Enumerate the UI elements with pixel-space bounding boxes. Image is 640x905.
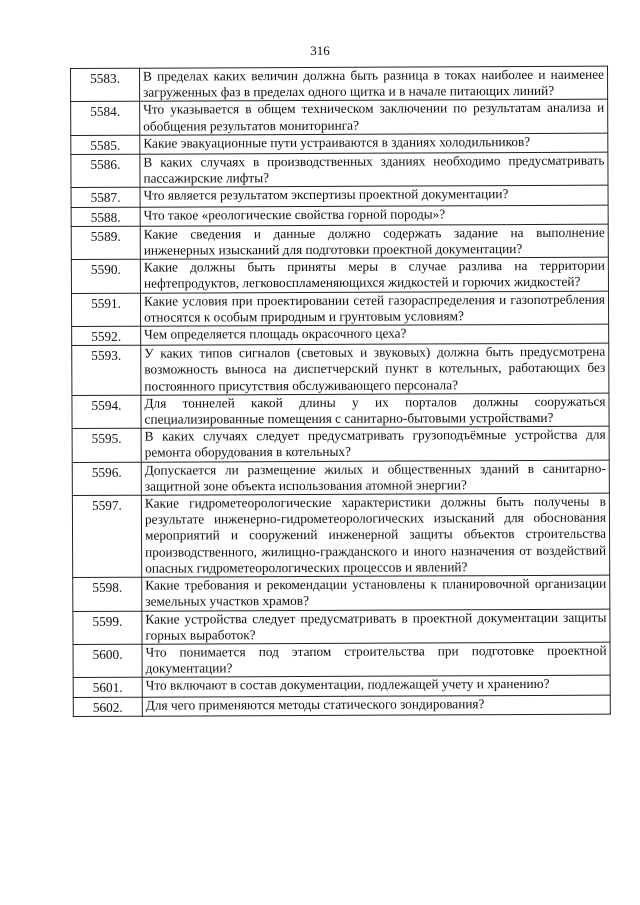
- table-row: [71, 100, 608, 136]
- question-number: 5588.: [71, 207, 140, 227]
- question-text: Чем определяется площадь окрасочного цеха?: [141, 324, 609, 345]
- question-text: Какие устройства следует предусматривать в проектной документации защиты горных выработок?: [142, 609, 610, 644]
- table-row: [73, 575, 610, 611]
- question-number: 5592.: [72, 326, 141, 346]
- question-number: 5596.: [72, 462, 141, 496]
- question-text: В пределах каких величин должна быть разница в токах наиболее и наименее загруженных фаз в пределах одного щитка и в начале питающих линий?: [140, 66, 608, 101]
- question-text: Какие требования и рекомендации установлены к планировочной организации земельных участков храмов?: [142, 575, 610, 610]
- table-row: [71, 186, 608, 208]
- question-number: 5597.: [72, 495, 141, 577]
- question-text: Для тоннелей какой длины у их порталов должны сооружаться специализированные помещения с санитарно-бытовыми устройствами?: [141, 393, 609, 428]
- question-number: 5598.: [73, 577, 142, 611]
- table-row: [71, 291, 608, 327]
- table-row: [71, 66, 608, 102]
- question-number: 5601.: [73, 678, 142, 698]
- question-number: 5599.: [73, 611, 142, 645]
- question-number: 5586.: [71, 154, 140, 188]
- question-text: В каких случаях в производственных зданиях необходимо предусматривать пассажирские лифты?: [140, 152, 608, 187]
- question-number: 5585.: [71, 135, 140, 155]
- question-number: 5587.: [71, 188, 140, 208]
- question-number: 5595.: [72, 428, 141, 462]
- question-text: В каких случаях следует предусматривать грузоподъёмные устройства для ремонта оборудования в котельных?: [141, 426, 609, 461]
- question-text: Какие условия при проектировании сетей газораспределения и газопотребления относятся к особым природным и грунтовым условиям?: [140, 291, 608, 326]
- table-row: [72, 460, 609, 496]
- question-text: Какие гидрометеорологические характеристики должны быть получены в результате инженерно-гидрометеорологических изысканий для обоснования мероприятий и сооружений инженерной защиты объектов строительства производственного, жилищно-гражданского и иного назначения от воздействий опасных гидрометеорологических процессов и явлений?: [141, 493, 609, 577]
- table-row: [73, 675, 610, 697]
- table-row: [72, 343, 609, 395]
- table-row: [73, 695, 610, 717]
- question-number: 5600.: [73, 644, 142, 678]
- table-row: [72, 493, 609, 577]
- question-number: 5590.: [71, 259, 140, 293]
- table-row: [71, 257, 608, 293]
- question-number: 5602.: [73, 697, 142, 717]
- table-row: [73, 609, 610, 645]
- table-row: [71, 205, 608, 227]
- question-text: Что включают в состав документации, подлежащей учету и хранению?: [142, 675, 610, 696]
- question-text: У каких типов сигналов (световых и звуковых) должна быть предусмотрена возможность выноса на диспетчерский пункт в котельных, работающих без постоянного присутствия обслуживающего персонала?: [141, 343, 609, 395]
- questions-table: [70, 66, 611, 717]
- table-row: [71, 152, 608, 188]
- question-text: Какие должны быть приняты меры в случае разлива на территории нефтепродуктов, легковоспламеняющихся жидкостей и горючих жидкостей?: [140, 257, 608, 292]
- question-number: 5589.: [71, 226, 140, 260]
- question-text: Что такое «реологические свойства горной породы»?: [140, 205, 608, 226]
- question-text: Допускается ли размещение жилых и общественных зданий в санитарно-защитной зоне объекта использования атомной энергии?: [141, 460, 609, 495]
- question-number: 5583.: [71, 68, 140, 102]
- question-number: 5591.: [71, 293, 140, 327]
- table-row: [72, 426, 609, 462]
- table-row: [71, 133, 608, 155]
- table-row: [72, 324, 609, 346]
- question-text: Что указывается в общем техническом заключении по результатам анализа и обобщения результатов мониторинга?: [140, 100, 608, 135]
- question-text: Что является результатом экспертизы проектной документации?: [140, 186, 608, 207]
- question-text: Какие сведения и данные должно содержать задание на выполнение инженерных изысканий для подготовки проектной документации?: [140, 224, 608, 259]
- table-row: [71, 224, 608, 260]
- question-text: Что понимается под этапом строительства при подготовке проектной документации?: [142, 642, 610, 677]
- question-text: Какие эвакуационные пути устраиваются в зданиях холодильников?: [140, 133, 608, 154]
- table-row: [73, 642, 610, 678]
- question-number: 5584.: [71, 102, 140, 136]
- page-number: 316: [310, 43, 330, 58]
- table-row: [72, 393, 609, 429]
- question-text: Для чего применяются методы статического зондирования?: [142, 695, 610, 716]
- question-number: 5594.: [72, 395, 141, 429]
- question-number: 5593.: [72, 345, 141, 395]
